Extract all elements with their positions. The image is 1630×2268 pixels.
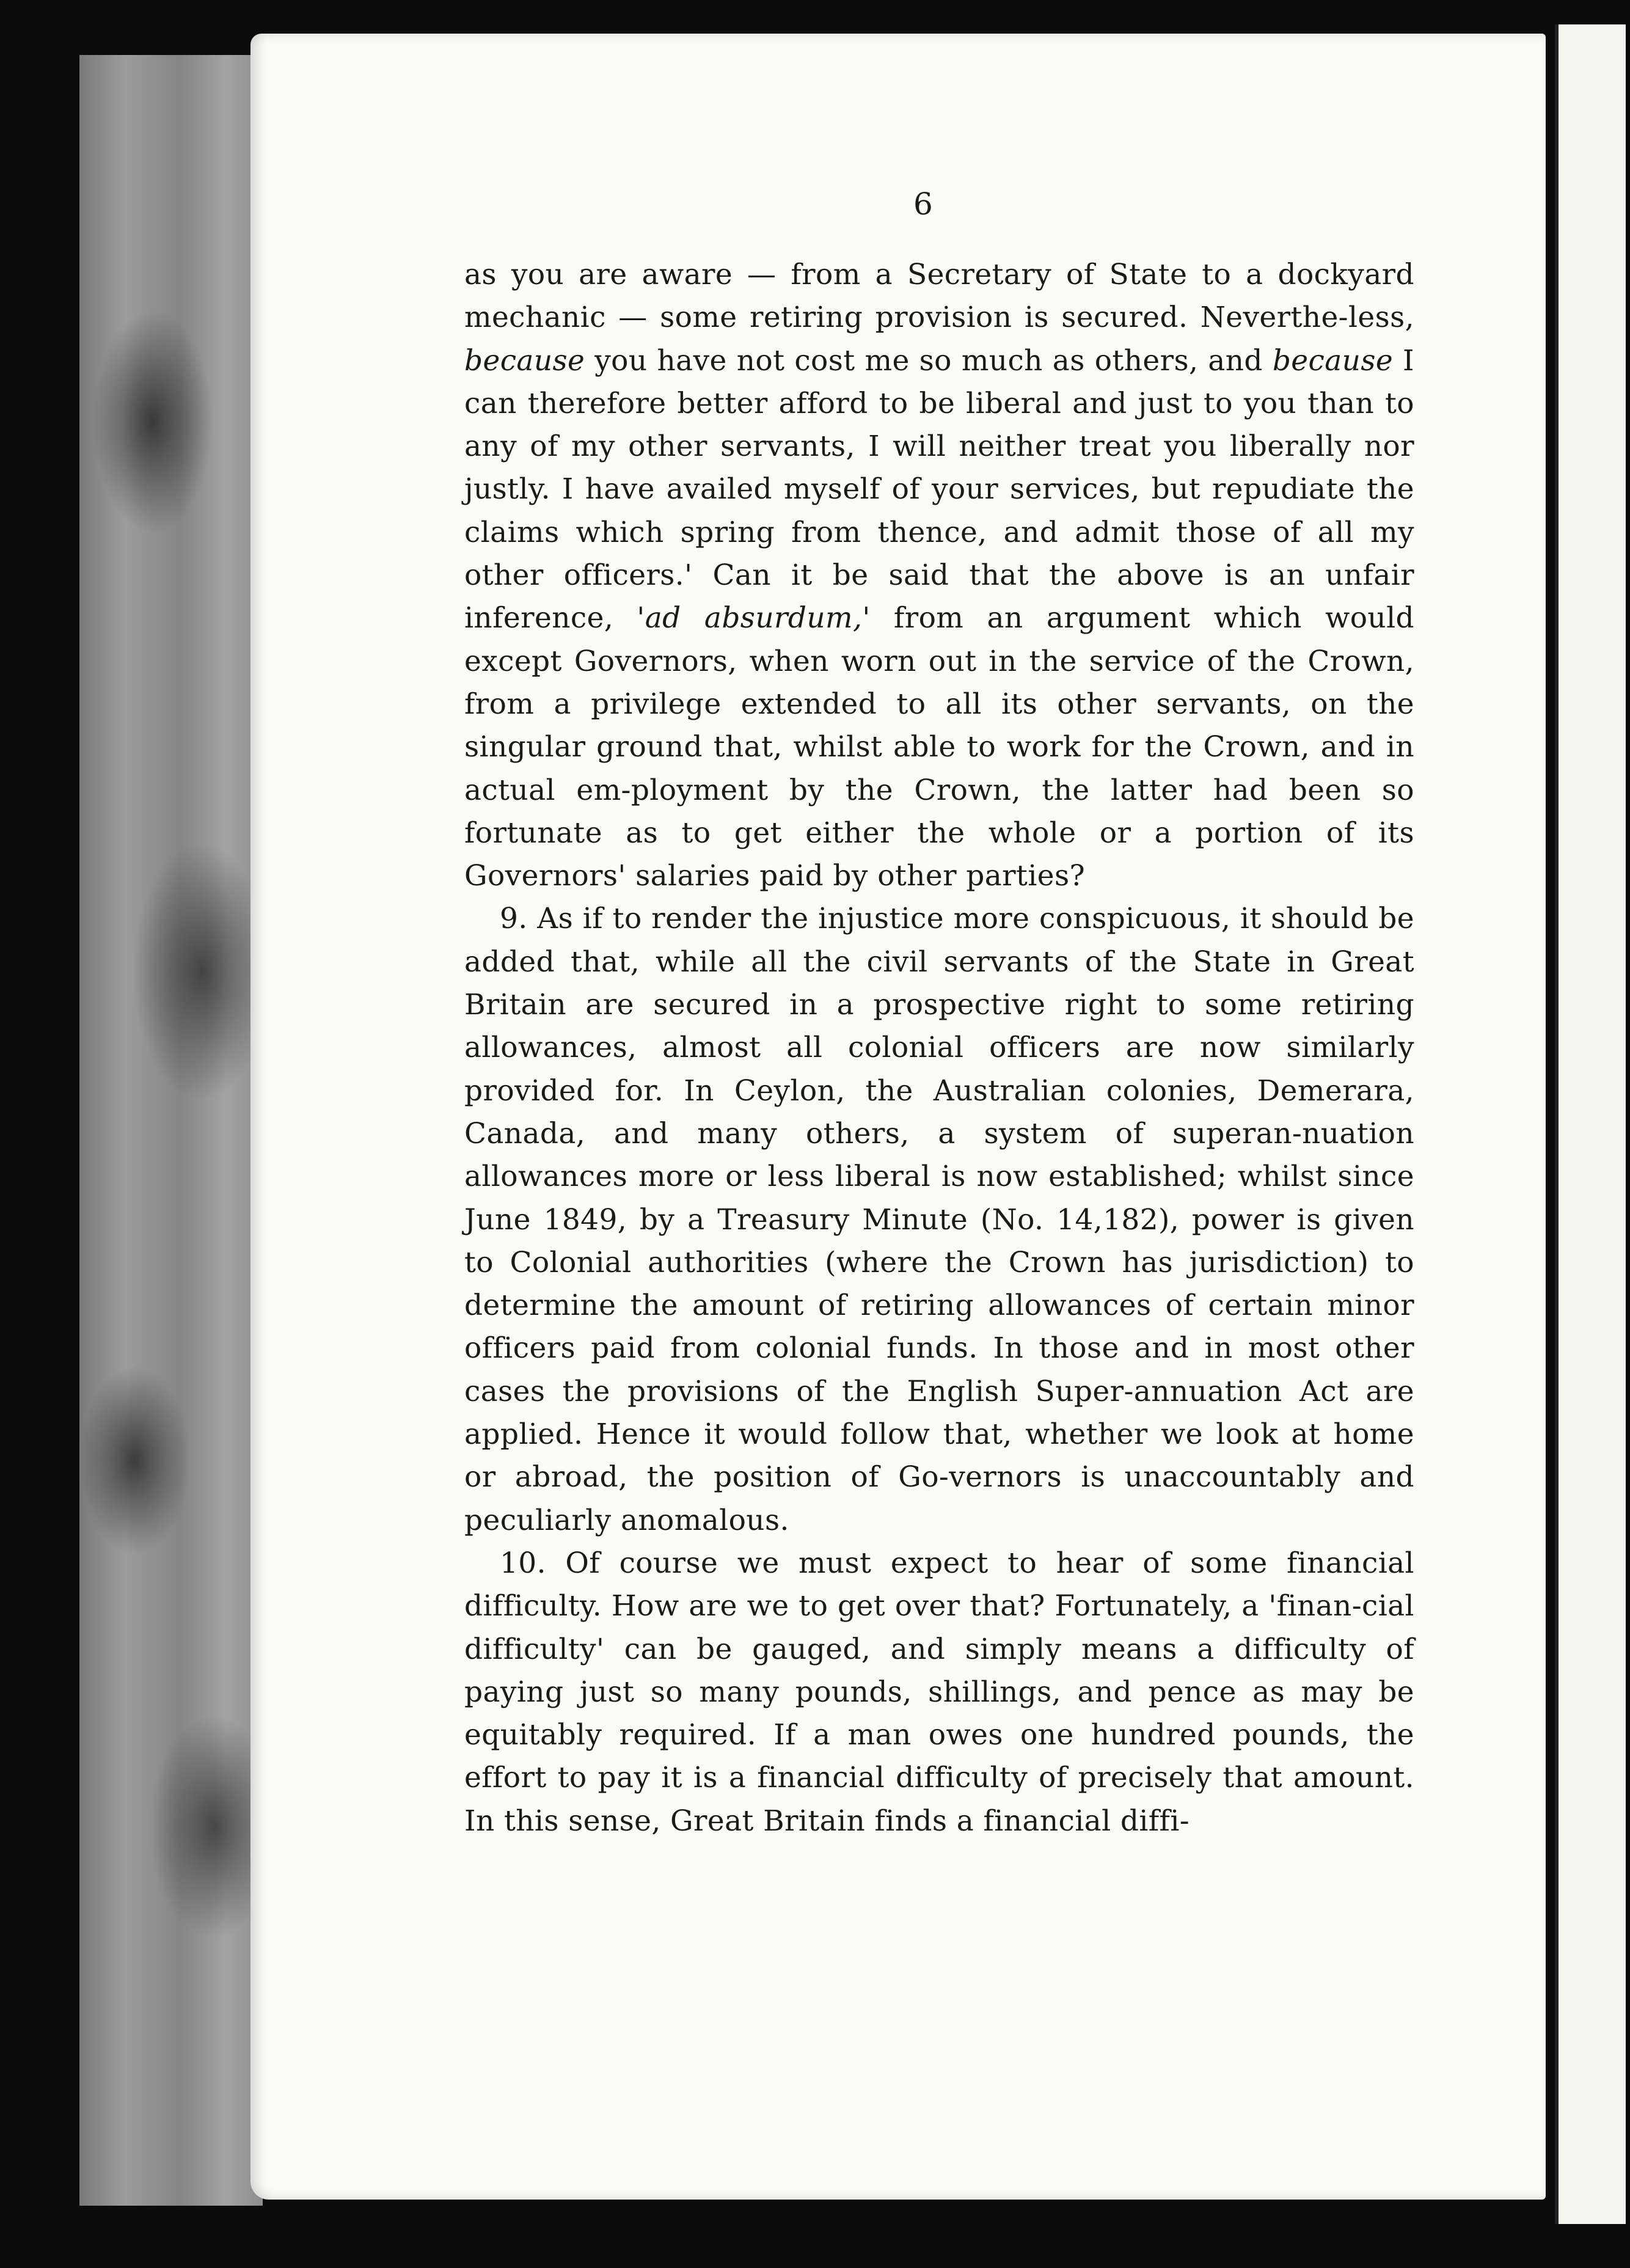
italic-text: ad absurdum, <box>645 601 863 635</box>
paragraph-10: 10. Of course we must expect to hear of some financial difficulty. How are we to get over that? Fortunately, a 'finan-cial difficulty' can be gauged, and simply means a difficulty of paying just so many pounds, shillings, and pence as may be equitably required. If a man owes one hundred pounds, the effort to pay it is a financial difficulty of precisely that amount. In this sense, Great Britain finds a financial diffi- <box>464 1546 1414 1838</box>
page-body-text <box>464 254 1414 1843</box>
italic-text: because <box>1272 343 1394 378</box>
paragraph-continuation <box>464 254 1414 898</box>
left-page-edge <box>79 55 263 2206</box>
text-run: ' from an argument which would except Governors, when worn out in the service of the Crown, from a privilege extended to all its other servants, on the singular ground that, whilst able to work for the Crown, and in actual em-ployment by the Crown, the latter had been so fortunate as to get either the whole or a portion of its Governors' salaries paid by other parties? <box>464 601 1415 893</box>
text-run: you have not cost me so much as others, and <box>585 343 1273 378</box>
right-page-edge <box>1555 24 1626 2224</box>
paragraph-9: 9. As if to render the injustice more conspicuous, it should be added that, while all the civil servants of the State in Great Britain are secured in a prospective right to some retiring allowances, almost all colonial officers are now similarly provided for. In Ceylon, the Australian colonies, Demerara, Canada, and many others, a system of superan-nuation allowances more or less liberal is now established; whilst since June 1849, by a Treasury Minute (No. 14,182), power is given to Colonial authorities (where the Crown has jurisdiction) to determine the amount of retiring allowances of certain minor officers paid from colonial funds. In those and in most other cases the provisions of the English Super-annuation Act are applied. Hence it would follow that, whether we look at home or abroad, the position of Go-vernors is unaccountably and peculiarly anomalous. <box>464 902 1414 1537</box>
page-number: 6 <box>913 186 933 222</box>
italic-text: because <box>464 343 585 378</box>
text-run: as you are aware — from a Secretary of State to a dockyard mechanic — some retiring provision is secured. Neverthe-less, <box>464 258 1414 335</box>
text-run: I can therefore better afford to be liberal and just to you than to any of my other servants, I will neither treat you liberally nor justly. I have availed myself of your services, but repudiate the claims which spring from thence, and admit those of all my other officers.' Can it be said that the above is an unfair inference, ' <box>464 343 1414 635</box>
